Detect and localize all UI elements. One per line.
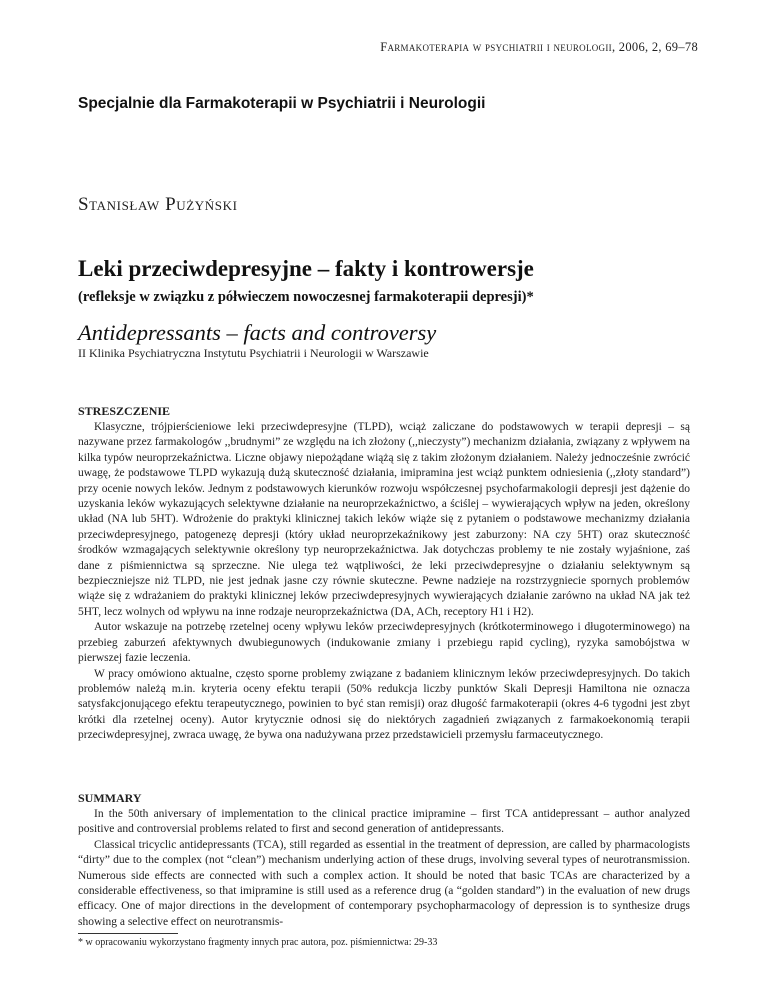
abstract-polish <box>78 404 690 744</box>
abstract-paragraph: Autor wskazuje na potrzebę rzetelnej oceny wpływu leków przeciwdepresyjnych (krótkoterminowego i długoterminowego) na przebieg zaburzeń afektywnych dwubiegunowych (indukowanie zmiany i przebiegu rapid cycling), ryzyka samobójstwa w pierwszej fazie leczenia. <box>78 621 690 665</box>
article-subtitle: (refleksje w związku z półwieczem nowoczesnej farmakoterapii depresji)* <box>78 289 534 305</box>
abstract-polish-heading: STRESZCZENIE <box>78 404 171 418</box>
article-title: Leki przeciwdepresyjne – fakty i kontrowersje <box>78 256 534 281</box>
abstract-paragraph: Klasyczne, trójpierścieniowe leki przeciwdepresyjne (TLPD), wciąż zaliczane do podstawowych w terapii depresji – są nazywane przez farmakologów ,,brudnymi” ze względu na ich złożony (,,nieczysty”) mechanizm działania, związany z wpływem na kilka typów neuroprzekaźnictwa. Liczne objawy niepożądane wiążą się z takim złożonym działaniem. Należy jednocześnie zwrócić uwagę, że podstawowe TLPD wykazują dużą skuteczność działania, imipramina jest wciąż punktem odniesienia (,,złoty standard”) przy ocenie nowych leków. Jednym z podstawowych kierunków rozwoju współczesnej psychofarmakologii depresji jest dążenie do uzyskania leków wykazujących selektywne działanie na neuroprzekaźnictwo, a ściślej – wywierających wpływ na jeden, określony układ (NA lub 5HT). Wdrożenie do praktyki klinicznej takich leków wiąże się z pytaniem o podstawowe mechanizmy działania przeciwdepresyjnego, patogenezę depresji (który układ neuroprzekaźnikowy jest zaburzony: NA czy 5HT) oraz skuteczność środków wzmagających selektywnie określony typ neuroprzekaźnictwa. Jak dotychczas problemy te nie zostały wyjaśnione, zaś dane z piśmiennictwa są sprzeczne. Nie ulega też wątpliwości, że leki przeciwdepresyjne o działaniu selektywnym są bezpieczniejsze niż TLPD, nie jest jednak jasne czy równie skuteczne. Pewne nadzieje na rozstrzygniecie spornych problemów wiąże się z wdrażaniem do praktyki klinicznej leków przeciwdepresyjnych wywierających działanie zarówno na układ NA jak też 5HT, lecz wolnych od wpływu na inne rodzaje neuroprzekaźnictwa (DA, ACh, receptory H1 i H2). <box>78 421 690 618</box>
summary-paragraph: Classical tricyclic antidepressants (TCA), still regarded as essential in the treatment of depression, are called by pharmacologists “dirty” due to the complex (not “clean”) mechanism underlying action of these drugs, involving several types of neurotransmission. Numerous side effects are connected with such a complex action. It should be noted that basic TCAs are characterized by a considerable effectiveness, so that imipramine is still used as a reference drug (a “golden standard”) in the evaluation of new drugs efficacy. One of major directions in the development of contemporary psychopharmacology of depression is to synthesize drugs showing a selective effect on neurotransmis- <box>78 838 690 928</box>
footnote: * w opracowaniu wykorzystano fragmenty innych prac autora, poz. piśmiennictwa: 29-33 <box>78 937 438 948</box>
abstract-english-heading: SUMMARY <box>78 791 142 805</box>
author-name: Stanisław Pużyński <box>78 194 238 215</box>
article-title-english: Antidepressants – facts and controversy <box>78 320 437 345</box>
series-title: Specjalnie dla Farmakoterapii w Psychiatrii i Neurologii <box>78 95 486 112</box>
footnote-divider <box>78 933 178 934</box>
abstract-paragraph: W pracy omówiono aktualne, często sporne problemy związane z badaniem klinicznym leków przeciwdepresyjnych. Do takich problemów należą m.in. kryteria oceny efektu terapii (50% redukcja liczby punktów Skali Depresji Hamiltona nie oznacza satysfakcjonującego efektu terapeutycznego, powinien to być stan remisji) oraz długość farmakoterapii (okres 4-6 tygodni jest zbyt krótki dla rzetelnej oceny). Autor krytycznie odnosi się do niektórych zagadnień związanych z farmakoekonomią terapii przeciwdepresyjnej, zwraca uwagę, że bywa ona nadużywana przez przedstawicieli przemysłu farmaceutycznego. <box>78 667 690 742</box>
affiliation: II Klinika Psychiatryczna Instytutu Psychiatrii i Neurologii w Warszawie <box>78 346 429 360</box>
summary-paragraph: In the 50th aniversary of implementation to the clinical practice imipramine – first TCA antidepressant – author analyzed positive and controversial problems related to first and second generation of antidepressants. <box>78 808 690 836</box>
abstract-english <box>78 791 690 930</box>
journal-header: Farmakoterapia w psychiatrii i neurologii, 2006, 2, 69–78 <box>380 40 698 54</box>
